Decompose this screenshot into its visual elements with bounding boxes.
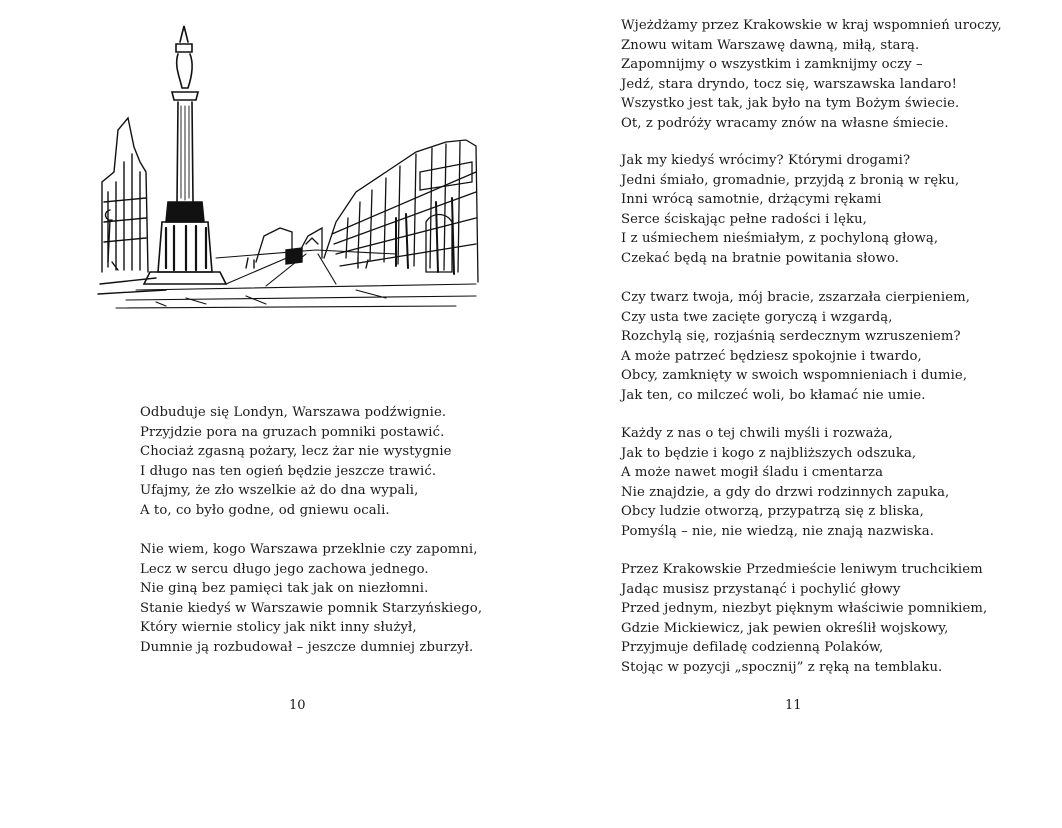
poem-line: I długo nas ten ogień będzie jeszcze trawić. bbox=[140, 463, 437, 479]
poem-line: Rozchylą się, rozjaśnią serdecznym wzruszeniem? bbox=[621, 329, 961, 344]
poem-line: Przed jednym, niezbyt pięknym właściwie pomnikiem, bbox=[621, 601, 988, 616]
poem-line: Obcy ludzie otworzą, przypatrzą się z bliska, bbox=[621, 504, 924, 519]
right-stanza-2 bbox=[621, 151, 959, 268]
poem-line: Ot, z podróży wracamy znów na własne śmiecie. bbox=[621, 115, 949, 131]
right-stanza-3 bbox=[621, 288, 970, 405]
poem-line: Jadąc musisz przystanąć i pochylić głowy bbox=[621, 581, 901, 597]
poem-line: Serce ściskając pełne radości i lęku, bbox=[621, 211, 867, 227]
poem-line: Przez Krakowskie Przedmieście leniwym truchcikiem bbox=[621, 562, 983, 577]
poem-line: Ufajmy, że zło wszelkie aż do dna wypali, bbox=[140, 483, 419, 498]
poem-line: Stojąc w pozycji „spocznij” z ręką na temblaku. bbox=[621, 659, 943, 675]
poem-line: Wszystko jest tak, jak było na tym Bożym świecie. bbox=[621, 96, 960, 111]
poem-line: Inni wrócą samotnie, drżącymi rękami bbox=[621, 192, 882, 207]
poem-line: Każdy z nas o tej chwili myśli i rozważa, bbox=[621, 426, 893, 441]
left-stanza-2 bbox=[140, 540, 482, 657]
poem-line: Czy usta twe zacięte goryczą i wzgardą, bbox=[621, 309, 893, 325]
poem-line: Jedni śmiało, gromadnie, przyjdą z bronią w ręku, bbox=[621, 172, 960, 188]
poem-line: Czy twarz twoja, mój bracie, zszarzała cierpieniem, bbox=[621, 290, 971, 305]
poem-line: Wjeżdżamy przez Krakowskie w kraj wspomnień uroczy, bbox=[621, 18, 1002, 33]
poem-line: Zapomnijmy o wszystkim i zamknijmy oczy – bbox=[621, 57, 923, 72]
poem-line: Który wiernie stolicy jak nikt inny służył, bbox=[140, 620, 417, 635]
poem-line: A to, co było godne, od gniewu ocali. bbox=[140, 502, 390, 518]
right-stanza-5 bbox=[621, 560, 987, 677]
page-number-right: 11 bbox=[785, 698, 802, 713]
poem-line: Jak ten, co milczeć woli, bo kłamać nie umie. bbox=[621, 387, 926, 403]
poem-line: Pomyślą – nie, nie wiedzą, nie znają nazwiska. bbox=[621, 523, 934, 539]
poem-line: I z uśmiechem nieśmiałym, z pochyloną głową, bbox=[621, 231, 939, 246]
poem-line: Jedź, stara dryndo, tocz się, warszawska landaro! bbox=[621, 76, 957, 92]
poem-line: Nie znajdzie, a gdy do drzwi rodzinnych zapuka, bbox=[621, 484, 950, 500]
poem-line: Jak to będzie i kogo z najbliższych odszuka, bbox=[621, 445, 917, 461]
right-stanza-4 bbox=[621, 424, 949, 541]
poem-line: Chociaż zgasną pożary, lecz żar nie wystygnie bbox=[140, 444, 452, 459]
poem-line: A może patrzeć będziesz spokojnie i twardo, bbox=[621, 348, 922, 364]
poem-line: Stanie kiedyś w Warszawie pomnik Starzyńskiego, bbox=[140, 600, 483, 616]
right-stanza-1 bbox=[621, 16, 1002, 133]
left-stanza-1 bbox=[140, 403, 452, 520]
poem-line: Lecz w sercu długo jego zachowa jednego. bbox=[140, 561, 429, 577]
poem-line: Znowu witam Warszawę dawną, miłą, starą. bbox=[621, 37, 920, 53]
poem-line: Dumnie ją rozbudował – jeszcze dumniej zburzył. bbox=[140, 639, 474, 655]
poem-line: Czekać będą na bratnie powitania słowo. bbox=[621, 250, 900, 266]
sigismund-column-sketch bbox=[96, 22, 484, 310]
poem-line: A może nawet mogił śladu i cmentarza bbox=[621, 465, 884, 480]
poem-line: Nie wiem, kogo Warszawa przeklnie czy zapomni, bbox=[140, 542, 478, 557]
poem-line: Przyjmuje defiladę codzienną Polaków, bbox=[621, 640, 884, 655]
page-number-left: 10 bbox=[289, 698, 306, 713]
poem-line: Przyjdzie pora na gruzach pomniki postawić. bbox=[140, 424, 445, 440]
poem-line: Jak my kiedyś wrócimy? Którymi drogami? bbox=[621, 153, 911, 168]
poem-line: Gdzie Mickiewicz, jak pewien określił wojskowy, bbox=[621, 620, 949, 636]
poem-line: Obcy, zamknięty w swoich wspomnieniach i dumie, bbox=[621, 368, 968, 383]
poem-line: Nie giną bez pamięci tak jak on niezłomni. bbox=[140, 581, 429, 596]
poem-line: Odbuduje się Londyn, Warszawa podźwignie. bbox=[140, 405, 447, 420]
